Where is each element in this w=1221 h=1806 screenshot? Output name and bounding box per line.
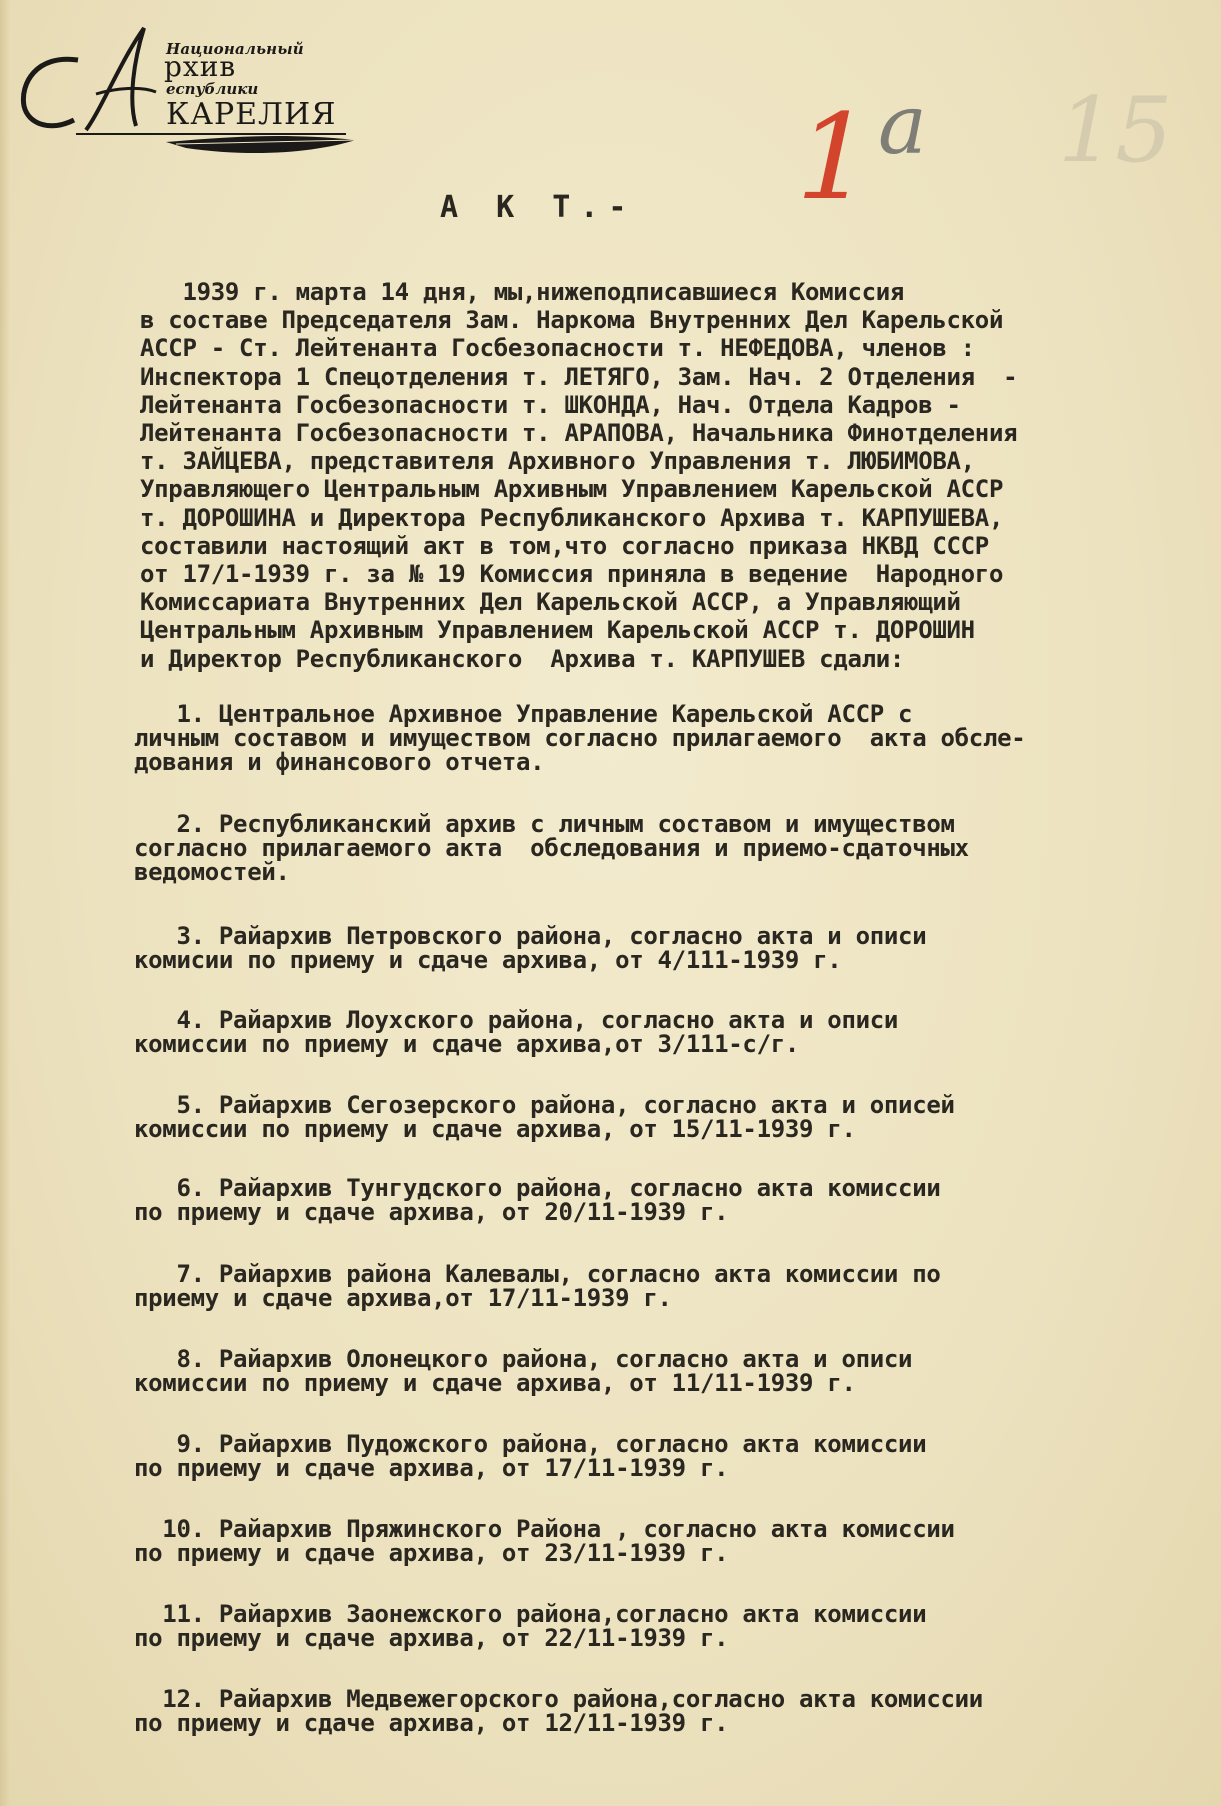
list-item-line: по приему и сдаче архива, от 22/11-1939 г. (134, 1624, 729, 1652)
list-item-line: личным составом и имуществом согласно прилагаемого акта обсле- (134, 724, 1026, 752)
list-item (134, 1602, 1184, 1650)
list-item-line: 7. Райархив района Калевалы, согласно акта комиссии по (134, 1260, 941, 1288)
list-item-line: по приему и сдаче архива, от 20/11-1939 г. (134, 1198, 729, 1226)
list-item (134, 702, 1184, 774)
list-item (134, 924, 1184, 972)
intro-line: 1939 г. марта 14 дня, мы,нижеподписавшиеся Комиссия (140, 278, 905, 306)
intro-line: Центральным Архивным Управлением Карельской АССР т. ДОРОШИН (140, 616, 975, 645)
list-item (134, 1008, 1184, 1056)
intro-line: т. ДОРОШИНА и Директора Республиканского Архива т. КАРПУШЕВА, (140, 503, 1004, 532)
list-item-line: приему и сдаче архива,от 17/11-1939 г. (134, 1284, 672, 1312)
list-item-line: ведомостей. (134, 858, 290, 886)
list-item-line: по приему и сдаче архива, от 12/11-1939 г. (134, 1709, 729, 1737)
list-item (134, 812, 1184, 884)
list-item-line: 3. Райархив Петровского района, согласно акта и описи (134, 922, 927, 950)
list-item-line: комисии по приему и сдаче архива, от 4/111-1939 г. (134, 946, 842, 974)
intro-paragraph (140, 278, 1180, 673)
intro-line: и Директор Республиканского Архива т. КАРПУШЕВ сдали: (140, 644, 905, 673)
list-item-line: 8. Райархив Олонецкого района, согласно акта и описи (134, 1345, 913, 1373)
intro-line: Лейтенанта Госбезопасности т. АРАПОВА, Начальника Финотделения (140, 419, 1018, 448)
list-item-line: дования и финансового отчета. (134, 748, 545, 776)
logo-text-national: Национальный (166, 40, 304, 58)
list-item-line: комиссии по приему и сдаче архива,от 3/111-с/г. (134, 1030, 800, 1058)
list-item-line: по приему и сдаче архива, от 23/11-1939 г. (134, 1539, 729, 1567)
list-item (134, 1347, 1184, 1395)
archive-logo (16, 20, 366, 160)
logo-text-archive: рхив (164, 50, 237, 83)
logo-text-karelia: КАРЕЛИЯ (166, 97, 337, 132)
list-item-line: 9. Райархив Пудожского района, согласно акта комиссии (134, 1430, 927, 1458)
intro-line: в составе Председателя Зам. Наркома Внутренних Дел Карельской (140, 306, 1004, 335)
list-item-line: 6. Райархив Тунгудского района, согласно акта комиссии (134, 1174, 941, 1202)
list-item-line: 2. Республиканский архив с личным составом и имуществом (134, 810, 955, 838)
intro-line: Лейтенанта Госбезопасности т. ШКОНДА, Нач. Отдела Кадров - (140, 390, 961, 419)
list-item-line: 5. Райархив Сегозерского района, согласно акта и описей (134, 1091, 955, 1119)
list-item-line: 4. Райархив Лоухского района, согласно акта и описи (134, 1006, 899, 1034)
pencil-letter-annotation: а (878, 78, 927, 173)
intro-line: Инспектора 1 Спецотделения т. ЛЕТЯГО, Зам. Нач. 2 Отделения - (140, 362, 1018, 391)
page-edge-shadow (0, 0, 10, 1806)
list-item (134, 1517, 1184, 1565)
list-item-line: комиссии по приему и сдаче архива, от 15/11-1939 г. (134, 1115, 856, 1143)
intro-line: от 17/1-1939 г. за № 19 Комиссия приняла в ведение Народного (140, 560, 1004, 589)
intro-line: АССР - Ст. Лейтенанта Госбезопасности т. НЕФЕДОВА, членов : (140, 334, 975, 363)
list-item-line: 1. Центральное Архивное Управление Карельской АССР с (134, 700, 913, 728)
list-item (134, 1176, 1184, 1224)
red-page-number: 1 (781, 88, 886, 226)
list-item-line: по приему и сдаче архива, от 17/11-1939 г. (134, 1454, 729, 1482)
faded-page-number: 15 (1058, 78, 1173, 183)
list-item (134, 1432, 1184, 1480)
list-item-line: комиссии по приему и сдаче архива, от 11/11-1939 г. (134, 1369, 856, 1397)
list-item-line: 11. Райархив Заонежского района,согласно акта комиссии (134, 1600, 927, 1628)
intro-line: Управляющего Центральным Архивным Управлением Карельской АССР (140, 475, 1004, 504)
intro-line: составили настоящий акт в том,что согласно приказа НКВД СССР (140, 531, 989, 560)
list-item-line: 10. Райархив Пряжинского Района , согласно акта комиссии (134, 1515, 955, 1543)
logo-text-republic: еспублики (166, 80, 259, 98)
list-item-line: согласно прилагаемого акта обследования и приемо-сдаточных (134, 834, 969, 862)
list-item-line: 12. Райархив Медвежегорского района,согласно акта комиссии (134, 1685, 983, 1713)
list-item (134, 1687, 1184, 1735)
list-item (134, 1262, 1184, 1310)
intro-line: т. ЗАЙЦЕВА, представителя Архивного Управления т. ЛЮБИМОВА, (140, 447, 975, 476)
document-title: А К Т.- (440, 190, 637, 225)
list-item (134, 1093, 1184, 1141)
intro-line: Комиссариата Внутренних Дел Карельской АССР, а Управляющий (140, 588, 961, 617)
